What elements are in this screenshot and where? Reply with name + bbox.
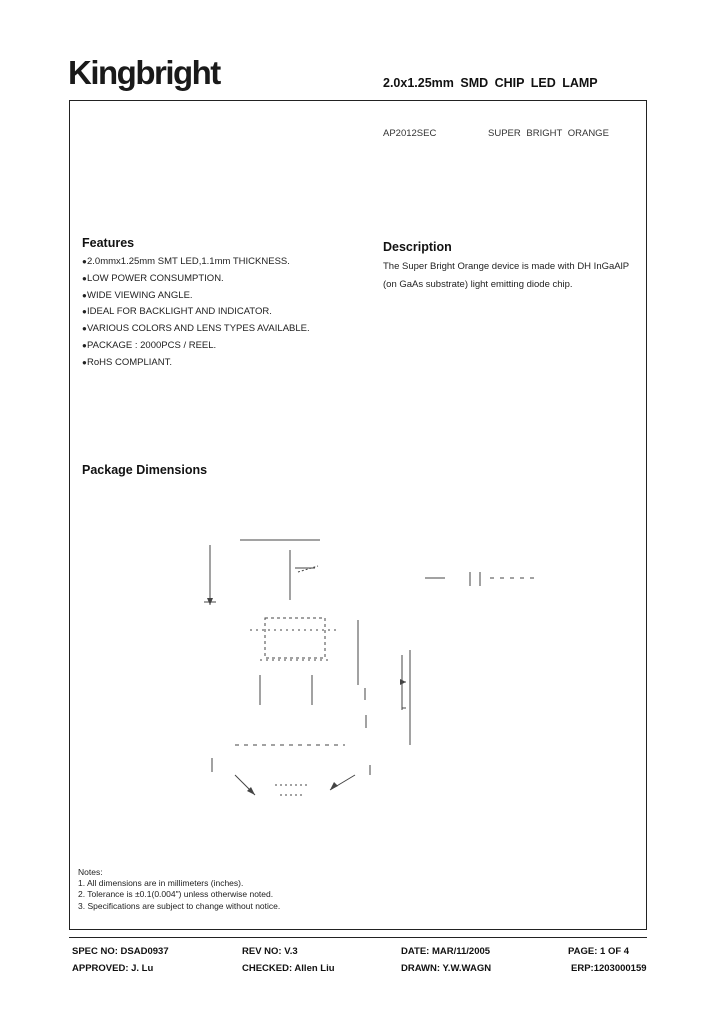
note-item: 2. Tolerance is ±0.1(0.004") unless otherwise noted.	[78, 889, 274, 900]
part-number: AP2012SEC	[383, 128, 437, 139]
bullet-icon: ●	[82, 324, 87, 334]
drawn-by: DRAWN: Y.W.WAGN	[401, 963, 492, 974]
notes-block	[78, 867, 280, 912]
feature-item: ●WIDE VIEWING ANGLE.	[82, 289, 193, 301]
feature-item: ●LOW POWER CONSUMPTION.	[82, 272, 224, 284]
package-dimensions-heading: Package Dimensions	[82, 463, 208, 477]
feature-item: ●RoHS COMPLIANT.	[82, 356, 172, 368]
erp-number: ERP:1203000159	[571, 963, 647, 974]
feature-item: ●2.0mmx1.25mm SMT LED,1.1mm THICKNESS.	[82, 256, 290, 267]
feature-item: ●IDEAL FOR BACKLIGHT AND INDICATOR.	[82, 306, 272, 318]
footer-divider	[69, 937, 647, 938]
package-dimensions-drawing	[180, 510, 560, 830]
document-title: 2.0x1.25mm SMD CHIP LED LAMP	[383, 76, 598, 90]
note-item: 1. All dimensions are in millimeters (inches).	[78, 878, 244, 889]
features-heading: Features	[82, 236, 135, 250]
kingbright-logo: Kingbright	[68, 54, 220, 91]
bullet-icon: ●	[82, 257, 87, 266]
notes-title: Notes:	[78, 867, 103, 877]
description-text: The Super Bright Orange device is made with DH InGaAlP (on GaAs substrate) light emitting diode chip.	[383, 261, 629, 290]
document-date: DATE: MAR/11/2005	[401, 946, 491, 957]
approved-by: APPROVED: J. Lu	[72, 963, 154, 974]
checked-by: CHECKED: Allen Liu	[242, 963, 335, 974]
feature-item: ●PACKAGE : 2000PCS / REEL.	[82, 339, 217, 351]
revision-number: REV NO: V.3	[242, 946, 298, 957]
part-description: SUPER BRIGHT ORANGE	[488, 128, 609, 139]
bullet-icon: ●	[82, 340, 87, 350]
features-list	[82, 256, 310, 374]
spec-number: SPEC NO: DSAD0937	[72, 946, 169, 957]
bullet-icon: ●	[82, 290, 87, 300]
note-item: 3. Specifications are subject to change without notice.	[78, 900, 281, 911]
bullet-icon: ●	[82, 273, 87, 283]
page-number: PAGE: 1 OF 4	[568, 946, 630, 957]
bullet-icon: ●	[82, 307, 87, 317]
description-heading: Description	[383, 240, 452, 254]
bullet-icon: ●	[82, 357, 87, 367]
feature-item: ●VARIOUS COLORS AND LENS TYPES AVAILABLE.	[82, 323, 310, 335]
